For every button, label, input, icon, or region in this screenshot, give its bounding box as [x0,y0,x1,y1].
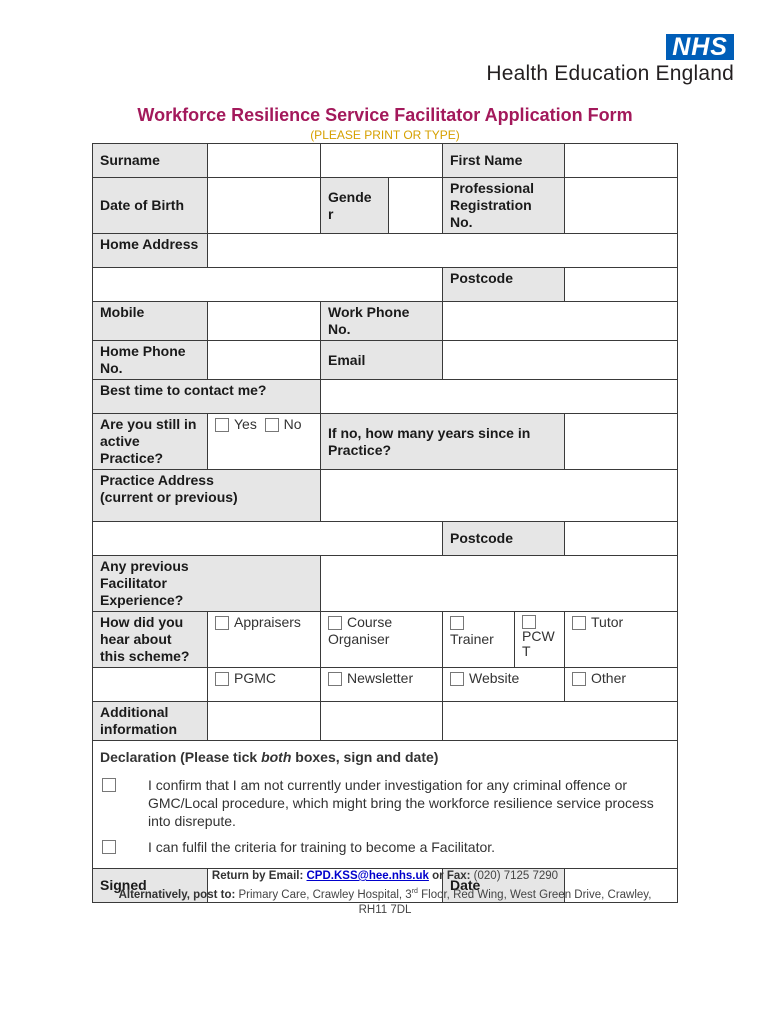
yes-label: Yes [234,416,257,432]
home-address-label: Home Address [93,234,208,268]
years-since-field[interactable] [565,414,678,470]
other-checkbox[interactable] [572,672,586,686]
option-appraisers [208,612,321,668]
org-name: Health Education England [486,62,734,85]
trainer-checkbox[interactable] [450,616,464,630]
prev-experience-field[interactable] [321,556,678,612]
gender-field[interactable] [389,178,443,234]
form-subtitle: (PLEASE PRINT OR TYPE) [310,128,460,142]
declaration-checkbox-2[interactable] [102,840,116,854]
additional-info-label: Additional information [93,702,208,741]
option-pcwt [515,612,565,668]
footer-post-line [0,884,770,903]
trainer-label: Trainer [450,631,494,647]
other-label: Other [591,670,627,686]
declaration-title [100,749,670,766]
date-label: Date [443,869,565,903]
pcwt-checkbox[interactable] [522,615,536,629]
prev-experience-label: Any previous Facilitator Experience? [93,556,321,612]
surname-field-extra[interactable] [321,144,443,178]
practice-address-field[interactable] [321,470,678,522]
appraisers-checkbox[interactable] [215,616,229,630]
email-field[interactable] [443,341,678,380]
option-trainer [443,612,515,668]
first-name-field[interactable] [565,144,678,178]
tutor-label: Tutor [591,614,624,630]
active-practice-label: Are you still in active Practice? [93,414,208,470]
practice-postcode-field[interactable] [565,522,678,556]
nhs-hee-logo [486,34,734,86]
declaration-text-2: I can fulfil the criteria for training to become a Facilitator. [148,839,496,855]
declaration-checkbox-1[interactable] [102,778,116,792]
fax-label: or Fax: [432,870,471,882]
pcwt-label: PCW T [522,628,555,660]
appraisers-label: Appraisers [234,614,301,630]
no-label: No [283,416,302,432]
option-course-organiser [321,612,443,668]
home-phone-field[interactable] [208,341,321,380]
website-label: Website [469,670,520,686]
additional-info-field[interactable] [208,702,321,741]
work-phone-label: Work Phone No. [321,302,443,341]
postcode-label: Postcode [443,268,565,302]
pgmc-label: PGMC [234,670,276,686]
additional-info-field-3[interactable] [443,702,678,741]
option-tutor [565,612,678,668]
home-address-field[interactable] [208,234,678,268]
nhs-badge: NHS [666,34,734,60]
option-website [443,668,565,702]
declaration-item-1 [100,776,670,830]
home-address-line2-field[interactable] [93,268,443,302]
years-since-label: If no, how many years since in Practice? [321,414,565,470]
tutor-checkbox[interactable] [572,616,586,630]
hear-about-spacer [93,668,208,702]
course-organiser-label: Course Organiser [328,614,393,647]
footer-return-line [0,869,770,884]
declaration-title-start: Declaration (Please tick [100,749,262,765]
footer [0,869,770,918]
return-label: Return by Email: [211,870,304,882]
no-checkbox[interactable] [265,418,279,432]
website-checkbox[interactable] [450,672,464,686]
form-title: Workforce Resilience Service Facilitator Application Form [137,105,633,125]
dob-field[interactable] [208,178,321,234]
yes-checkbox[interactable] [215,418,229,432]
best-time-label: Best time to contact me? [93,380,321,414]
return-email-link[interactable]: CPD.KSS@hee.nhs.uk [306,870,429,882]
hear-about-label: How did you hear about this scheme? [93,612,208,668]
surname-field[interactable] [208,144,321,178]
work-phone-field[interactable] [443,302,678,341]
application-form-table [92,143,678,903]
home-phone-label: Home Phone No. [93,341,208,380]
post-label: Alternatively, post to: [118,888,236,901]
best-time-field[interactable] [321,380,678,414]
surname-label: Surname [93,144,208,178]
declaration-text-1: I confirm that I am not currently under investigation for any criminal offence or GMC/Local procedure, which might bring the workforce resilience service process into disrepute. [148,777,654,829]
prof-reg-label: Professional Registration No. [443,178,565,234]
active-practice-options [208,414,321,470]
signed-label: Signed [93,869,208,903]
post-address-line2: RH11 7DL [358,903,412,916]
pgmc-checkbox[interactable] [215,672,229,686]
option-pgmc [208,668,321,702]
declaration-section [93,741,678,869]
practice-address-label: Practice Address (current or previous) [93,470,321,522]
post-address-part1: Primary Care, Crawley Hospital, 3 [238,888,412,901]
mobile-label: Mobile [93,302,208,341]
post-address-sup: rd [411,888,418,895]
fax-number: (020) 7125 7290 [473,870,559,882]
mobile-field[interactable] [208,302,321,341]
course-organiser-checkbox[interactable] [328,616,342,630]
additional-info-field-2[interactable] [321,702,443,741]
first-name-label: First Name [443,144,565,178]
declaration-item-2 [100,838,670,856]
email-label: Email [321,341,443,380]
option-other [565,668,678,702]
newsletter-label: Newsletter [347,670,414,686]
dob-label: Date of Birth [93,178,208,234]
practice-address-line2-field[interactable] [93,522,443,556]
declaration-title-end: boxes, sign and date) [291,749,439,765]
prof-reg-field[interactable] [565,178,678,234]
newsletter-checkbox[interactable] [328,672,342,686]
post-address-part2: Floor, Red Wing, West Green Drive, Crawley, [417,888,652,901]
practice-postcode-label: Postcode [443,522,565,556]
declaration-title-emph: both [261,749,292,765]
gender-label: Gende r [321,178,389,234]
postcode-field[interactable] [565,268,678,302]
option-newsletter [321,668,443,702]
